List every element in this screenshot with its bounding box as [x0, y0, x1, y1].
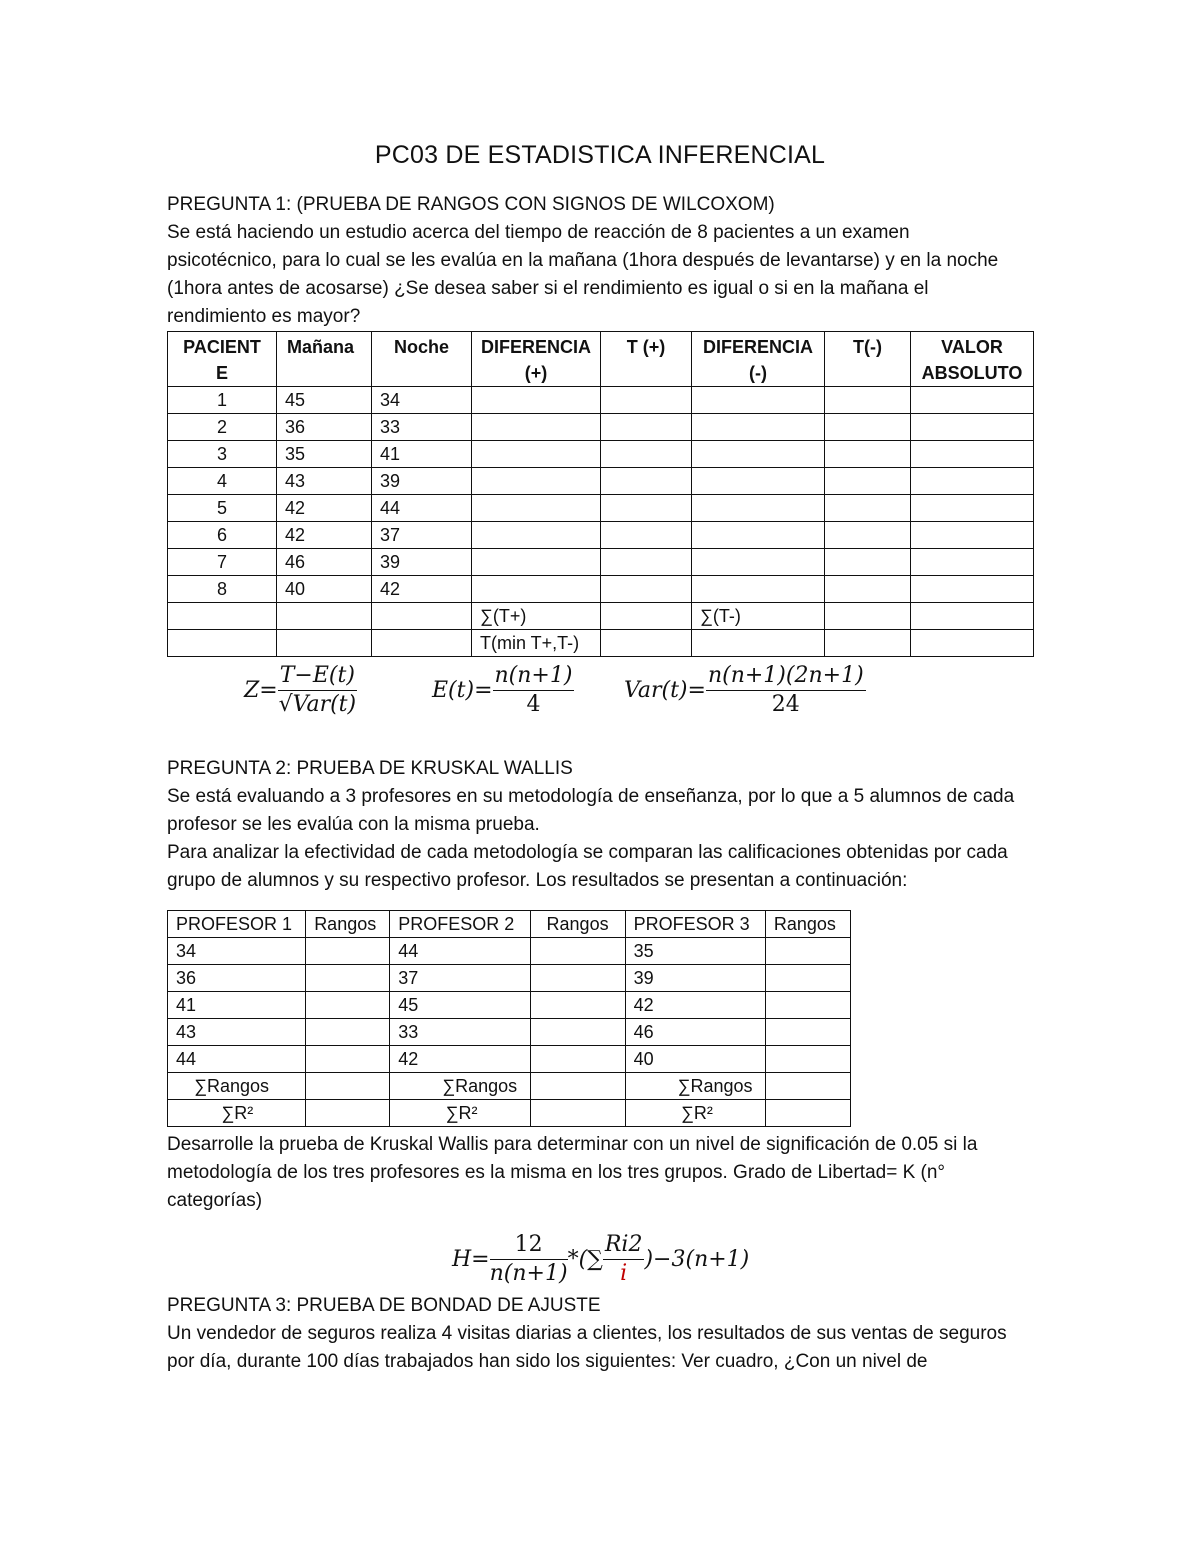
cell-empty — [277, 603, 372, 630]
var-numerator: n(n+1)(2n+1) — [706, 662, 866, 691]
sum-t-pos-value[interactable] — [601, 603, 692, 630]
e-lhs: E(t)= — [432, 678, 493, 703]
cell-empty[interactable] — [825, 549, 911, 576]
cell-empty[interactable] — [692, 495, 825, 522]
cell-rango[interactable] — [765, 1046, 850, 1073]
header-diferencia-pos — [472, 332, 601, 387]
cell-rango[interactable] — [306, 1046, 390, 1073]
cell-empty[interactable] — [911, 468, 1034, 495]
sum-r2-row — [168, 1100, 851, 1127]
e-formula — [432, 662, 574, 719]
cell-empty — [692, 630, 825, 657]
header-noche — [372, 332, 472, 387]
cell-empty[interactable] — [911, 495, 1034, 522]
q3-heading: PREGUNTA 3: PRUEBA DE BONDAD DE AJUSTE — [167, 1295, 601, 1316]
header-label: Mañana — [287, 337, 355, 357]
q2-line-2: profesor se les evalúa con la misma prueba. — [167, 814, 540, 835]
cell-rango[interactable] — [530, 1046, 625, 1073]
header-label: T(-) — [853, 337, 882, 357]
cell-profesor-1: 36 — [168, 965, 306, 992]
sum-rangos-label: ∑Rangos — [168, 1073, 306, 1100]
header-profesor-3: PROFESOR 3 — [625, 911, 765, 938]
var-lhs: Var(t)= — [624, 678, 706, 703]
q2-line-3: Para analizar la efectividad de cada metodología se comparan las calificaciones obtenidas por cada — [167, 842, 1008, 863]
cell-manana: 46 — [277, 549, 372, 576]
cell-manana: 43 — [277, 468, 372, 495]
cell-empty[interactable] — [911, 441, 1034, 468]
cell-empty[interactable] — [825, 468, 911, 495]
kruskal-table — [167, 910, 851, 1127]
cell-noche: 39 — [372, 549, 472, 576]
sum-r2-label: ∑R² — [168, 1100, 306, 1127]
sum-r2-value[interactable] — [530, 1100, 625, 1127]
header-valor-absoluto — [911, 332, 1034, 387]
page-title: PC03 DE ESTADISTICA INFERENCIAL — [374, 141, 826, 169]
sum-t-neg-value[interactable] — [825, 603, 911, 630]
cell-paciente: 2 — [168, 414, 277, 441]
h-numerator: 12 — [490, 1231, 568, 1260]
cell-rango[interactable] — [306, 1019, 390, 1046]
cell-empty — [911, 603, 1034, 630]
header-rangos: Rangos — [765, 911, 850, 938]
q2-heading: PREGUNTA 2: PRUEBA DE KRUSKAL WALLIS — [167, 758, 573, 779]
header-t-neg — [825, 332, 911, 387]
cell-profesor-3: 35 — [625, 938, 765, 965]
q2-line-4: grupo de alumnos y su respectivo profesor. Los resultados se presentan a continuación: — [167, 870, 908, 891]
table-row — [168, 414, 1034, 441]
cell-paciente: 8 — [168, 576, 277, 603]
h-inner-fraction — [603, 1231, 645, 1288]
q3-line-1: Un vendedor de seguros realiza 4 visitas diarias a clientes, los resultados de sus ventas de seguros — [167, 1323, 1007, 1344]
q2-after-line-1: Desarrolle la prueba de Kruskal Wallis para determinar con un nivel de significación de 0.05 si la — [167, 1134, 978, 1155]
sum-rangos-label: ∑Rangos — [625, 1073, 765, 1100]
q1-line-1: Se está haciendo un estudio acerca del tiempo de reacción de 8 pacientes a un examen — [167, 222, 910, 243]
cell-profesor-1: 34 — [168, 938, 306, 965]
cell-paciente: 3 — [168, 441, 277, 468]
cell-noche: 44 — [372, 495, 472, 522]
cell-empty[interactable] — [601, 495, 692, 522]
e-fraction — [493, 662, 575, 719]
cell-empty[interactable] — [825, 441, 911, 468]
wilcoxon-table — [167, 331, 1034, 657]
cell-paciente: 1 — [168, 387, 277, 414]
cell-profesor-2: 44 — [390, 938, 530, 965]
table-row — [168, 522, 1034, 549]
cell-empty[interactable] — [472, 441, 601, 468]
cell-noche: 41 — [372, 441, 472, 468]
cell-manana: 45 — [277, 387, 372, 414]
sum-row — [168, 603, 1034, 630]
cell-profesor-2: 37 — [390, 965, 530, 992]
cell-paciente: 6 — [168, 522, 277, 549]
cell-empty[interactable] — [472, 522, 601, 549]
h-tail: )−3(n+1) — [644, 1247, 750, 1272]
cell-empty[interactable] — [601, 576, 692, 603]
cell-empty — [911, 630, 1034, 657]
h-fraction — [490, 1231, 568, 1288]
cell-empty[interactable] — [692, 414, 825, 441]
table-row — [168, 576, 1034, 603]
q2-line-1: Se está evaluando a 3 profesores en su metodología de enseñanza, por lo que a 5 alumnos de cada — [167, 786, 1015, 807]
sum-r2-value[interactable] — [306, 1100, 390, 1127]
q2-after-line-3: categorías) — [167, 1190, 263, 1211]
header-label: Noche — [393, 337, 449, 357]
sum-rangos-label: ∑Rangos — [390, 1073, 530, 1100]
table-row — [168, 1019, 851, 1046]
cell-empty[interactable] — [825, 522, 911, 549]
sum-t-pos-label: ∑(T+) — [472, 603, 601, 630]
cell-profesor-1: 43 — [168, 1019, 306, 1046]
cell-empty[interactable] — [601, 468, 692, 495]
tmin-label: T(min T+,T-) — [472, 630, 601, 657]
cell-empty[interactable] — [825, 414, 911, 441]
cell-paciente: 5 — [168, 495, 277, 522]
cell-manana: 42 — [277, 522, 372, 549]
header-profesor-2: PROFESOR 2 — [390, 911, 530, 938]
cell-rango[interactable] — [530, 965, 625, 992]
header-rangos: Rangos — [306, 911, 390, 938]
header-manana — [277, 332, 372, 387]
var-formula — [624, 662, 866, 719]
tmin-row — [168, 630, 1034, 657]
cell-empty[interactable] — [601, 522, 692, 549]
q1-heading: PREGUNTA 1: (PRUEBA DE RANGOS CON SIGNOS DE WILCOXOM) — [167, 194, 775, 215]
cell-manana: 42 — [277, 495, 372, 522]
cell-profesor-3: 46 — [625, 1019, 765, 1046]
table-header-row — [168, 911, 851, 938]
h-denominator: n(n+1) — [489, 1261, 568, 1286]
cell-empty[interactable] — [601, 441, 692, 468]
cell-empty[interactable] — [472, 495, 601, 522]
cell-empty[interactable] — [825, 495, 911, 522]
tmin-value[interactable] — [601, 630, 692, 657]
cell-empty[interactable] — [911, 414, 1034, 441]
cell-noche: 34 — [372, 387, 472, 414]
sum-rangos-row — [168, 1073, 851, 1100]
cell-empty — [372, 603, 472, 630]
table-row — [168, 387, 1034, 414]
cell-empty[interactable] — [825, 576, 911, 603]
z-lhs: Z= — [244, 678, 278, 703]
cell-empty — [372, 630, 472, 657]
cell-empty[interactable] — [601, 387, 692, 414]
z-fraction — [278, 662, 357, 719]
cell-empty[interactable] — [692, 576, 825, 603]
cell-empty — [168, 603, 277, 630]
header-label: PACIENT E — [183, 337, 261, 383]
cell-empty[interactable] — [692, 387, 825, 414]
cell-paciente: 4 — [168, 468, 277, 495]
var-denominator: 24 — [771, 692, 800, 717]
cell-manana: 36 — [277, 414, 372, 441]
header-label: T (+) — [626, 337, 666, 357]
cell-empty[interactable] — [825, 387, 911, 414]
table-row — [168, 549, 1034, 576]
cell-empty — [825, 630, 911, 657]
sum-rangos-value[interactable] — [306, 1073, 390, 1100]
z-numerator: T−E(t) — [278, 662, 357, 691]
cell-empty[interactable] — [692, 468, 825, 495]
cell-noche: 39 — [372, 468, 472, 495]
z-formula — [244, 662, 357, 719]
q1-line-3: (1hora antes de acosarse) ¿Se desea saber si el rendimiento es igual o si en la mañana el — [167, 278, 929, 299]
table-row — [168, 468, 1034, 495]
cell-profesor-1: 44 — [168, 1046, 306, 1073]
cell-empty[interactable] — [911, 522, 1034, 549]
cell-profesor-2: 42 — [390, 1046, 530, 1073]
table-row — [168, 992, 851, 1019]
cell-noche: 42 — [372, 576, 472, 603]
cell-empty[interactable] — [472, 576, 601, 603]
table-header-row — [168, 332, 1034, 387]
h-sum-open: *(∑ — [567, 1247, 603, 1272]
cell-rango[interactable] — [765, 992, 850, 1019]
header-label: DIFERENCIA (+) — [480, 337, 591, 383]
header-diferencia-neg — [692, 332, 825, 387]
table-row — [168, 441, 1034, 468]
cell-manana: 35 — [277, 441, 372, 468]
cell-rango[interactable] — [306, 938, 390, 965]
cell-rango[interactable] — [530, 992, 625, 1019]
header-t-pos — [601, 332, 692, 387]
cell-profesor-3: 39 — [625, 965, 765, 992]
cell-empty[interactable] — [692, 441, 825, 468]
cell-rango[interactable] — [306, 992, 390, 1019]
cell-empty[interactable] — [472, 387, 601, 414]
h-formula — [452, 1231, 749, 1288]
cell-empty[interactable] — [472, 468, 601, 495]
header-profesor-1: PROFESOR 1 — [168, 911, 306, 938]
cell-rango[interactable] — [765, 938, 850, 965]
sum-rangos-value[interactable] — [530, 1073, 625, 1100]
e-numerator: n(n+1) — [493, 662, 575, 691]
sum-rangos-value[interactable] — [765, 1073, 850, 1100]
cell-rango[interactable] — [765, 965, 850, 992]
sum-r2-value[interactable] — [765, 1100, 850, 1127]
q2-after-line-2: metodología de los tres profesores es la misma en los tres grupos. Grado de Libertad= K (n° — [167, 1162, 946, 1183]
cell-paciente: 7 — [168, 549, 277, 576]
cell-empty[interactable] — [472, 414, 601, 441]
var-fraction — [706, 662, 866, 719]
table-row — [168, 495, 1034, 522]
header-paciente — [168, 332, 277, 387]
sum-t-neg-label: ∑(T-) — [692, 603, 825, 630]
cell-empty[interactable] — [601, 549, 692, 576]
q1-line-2: psicotécnico, para lo cual se les evalúa en la mañana (1hora después de levantarse) y en la noche — [167, 250, 999, 271]
header-label: VALOR ABSOLUTO — [921, 337, 1023, 383]
cell-rango[interactable] — [306, 965, 390, 992]
header-rangos: Rangos — [530, 911, 625, 938]
cell-profesor-3: 40 — [625, 1046, 765, 1073]
table-row — [168, 938, 851, 965]
cell-empty[interactable] — [911, 549, 1034, 576]
header-label: DIFERENCIA (-) — [702, 337, 813, 383]
h-lhs: H= — [452, 1247, 490, 1272]
q3-line-2: por día, durante 100 días trabajados han sido los siguientes: Ver cuadro, ¿Con un nivel de — [167, 1351, 928, 1372]
sum-r2-label: ∑R² — [625, 1100, 765, 1127]
cell-noche: 37 — [372, 522, 472, 549]
cell-empty[interactable] — [911, 387, 1034, 414]
cell-rango[interactable] — [530, 938, 625, 965]
cell-profesor-2: 33 — [390, 1019, 530, 1046]
e-denominator: 4 — [526, 692, 541, 717]
table-row — [168, 965, 851, 992]
cell-rango[interactable] — [530, 1019, 625, 1046]
cell-rango[interactable] — [765, 1019, 850, 1046]
cell-empty[interactable] — [911, 576, 1034, 603]
cell-noche: 33 — [372, 414, 472, 441]
cell-empty[interactable] — [692, 549, 825, 576]
cell-empty[interactable] — [472, 549, 601, 576]
h-inner-numerator: Ri2 — [603, 1231, 645, 1260]
q1-line-4: rendimiento es mayor? — [167, 306, 361, 327]
sum-r2-label: ∑R² — [390, 1100, 530, 1127]
cell-manana: 40 — [277, 576, 372, 603]
table-row — [168, 1046, 851, 1073]
h-inner-denominator: i — [620, 1261, 628, 1286]
cell-empty — [277, 630, 372, 657]
cell-empty[interactable] — [601, 414, 692, 441]
cell-empty — [168, 630, 277, 657]
cell-profesor-2: 45 — [390, 992, 530, 1019]
cell-empty[interactable] — [692, 522, 825, 549]
z-denominator: √Var(t) — [278, 692, 357, 717]
cell-profesor-3: 42 — [625, 992, 765, 1019]
cell-profesor-1: 41 — [168, 992, 306, 1019]
